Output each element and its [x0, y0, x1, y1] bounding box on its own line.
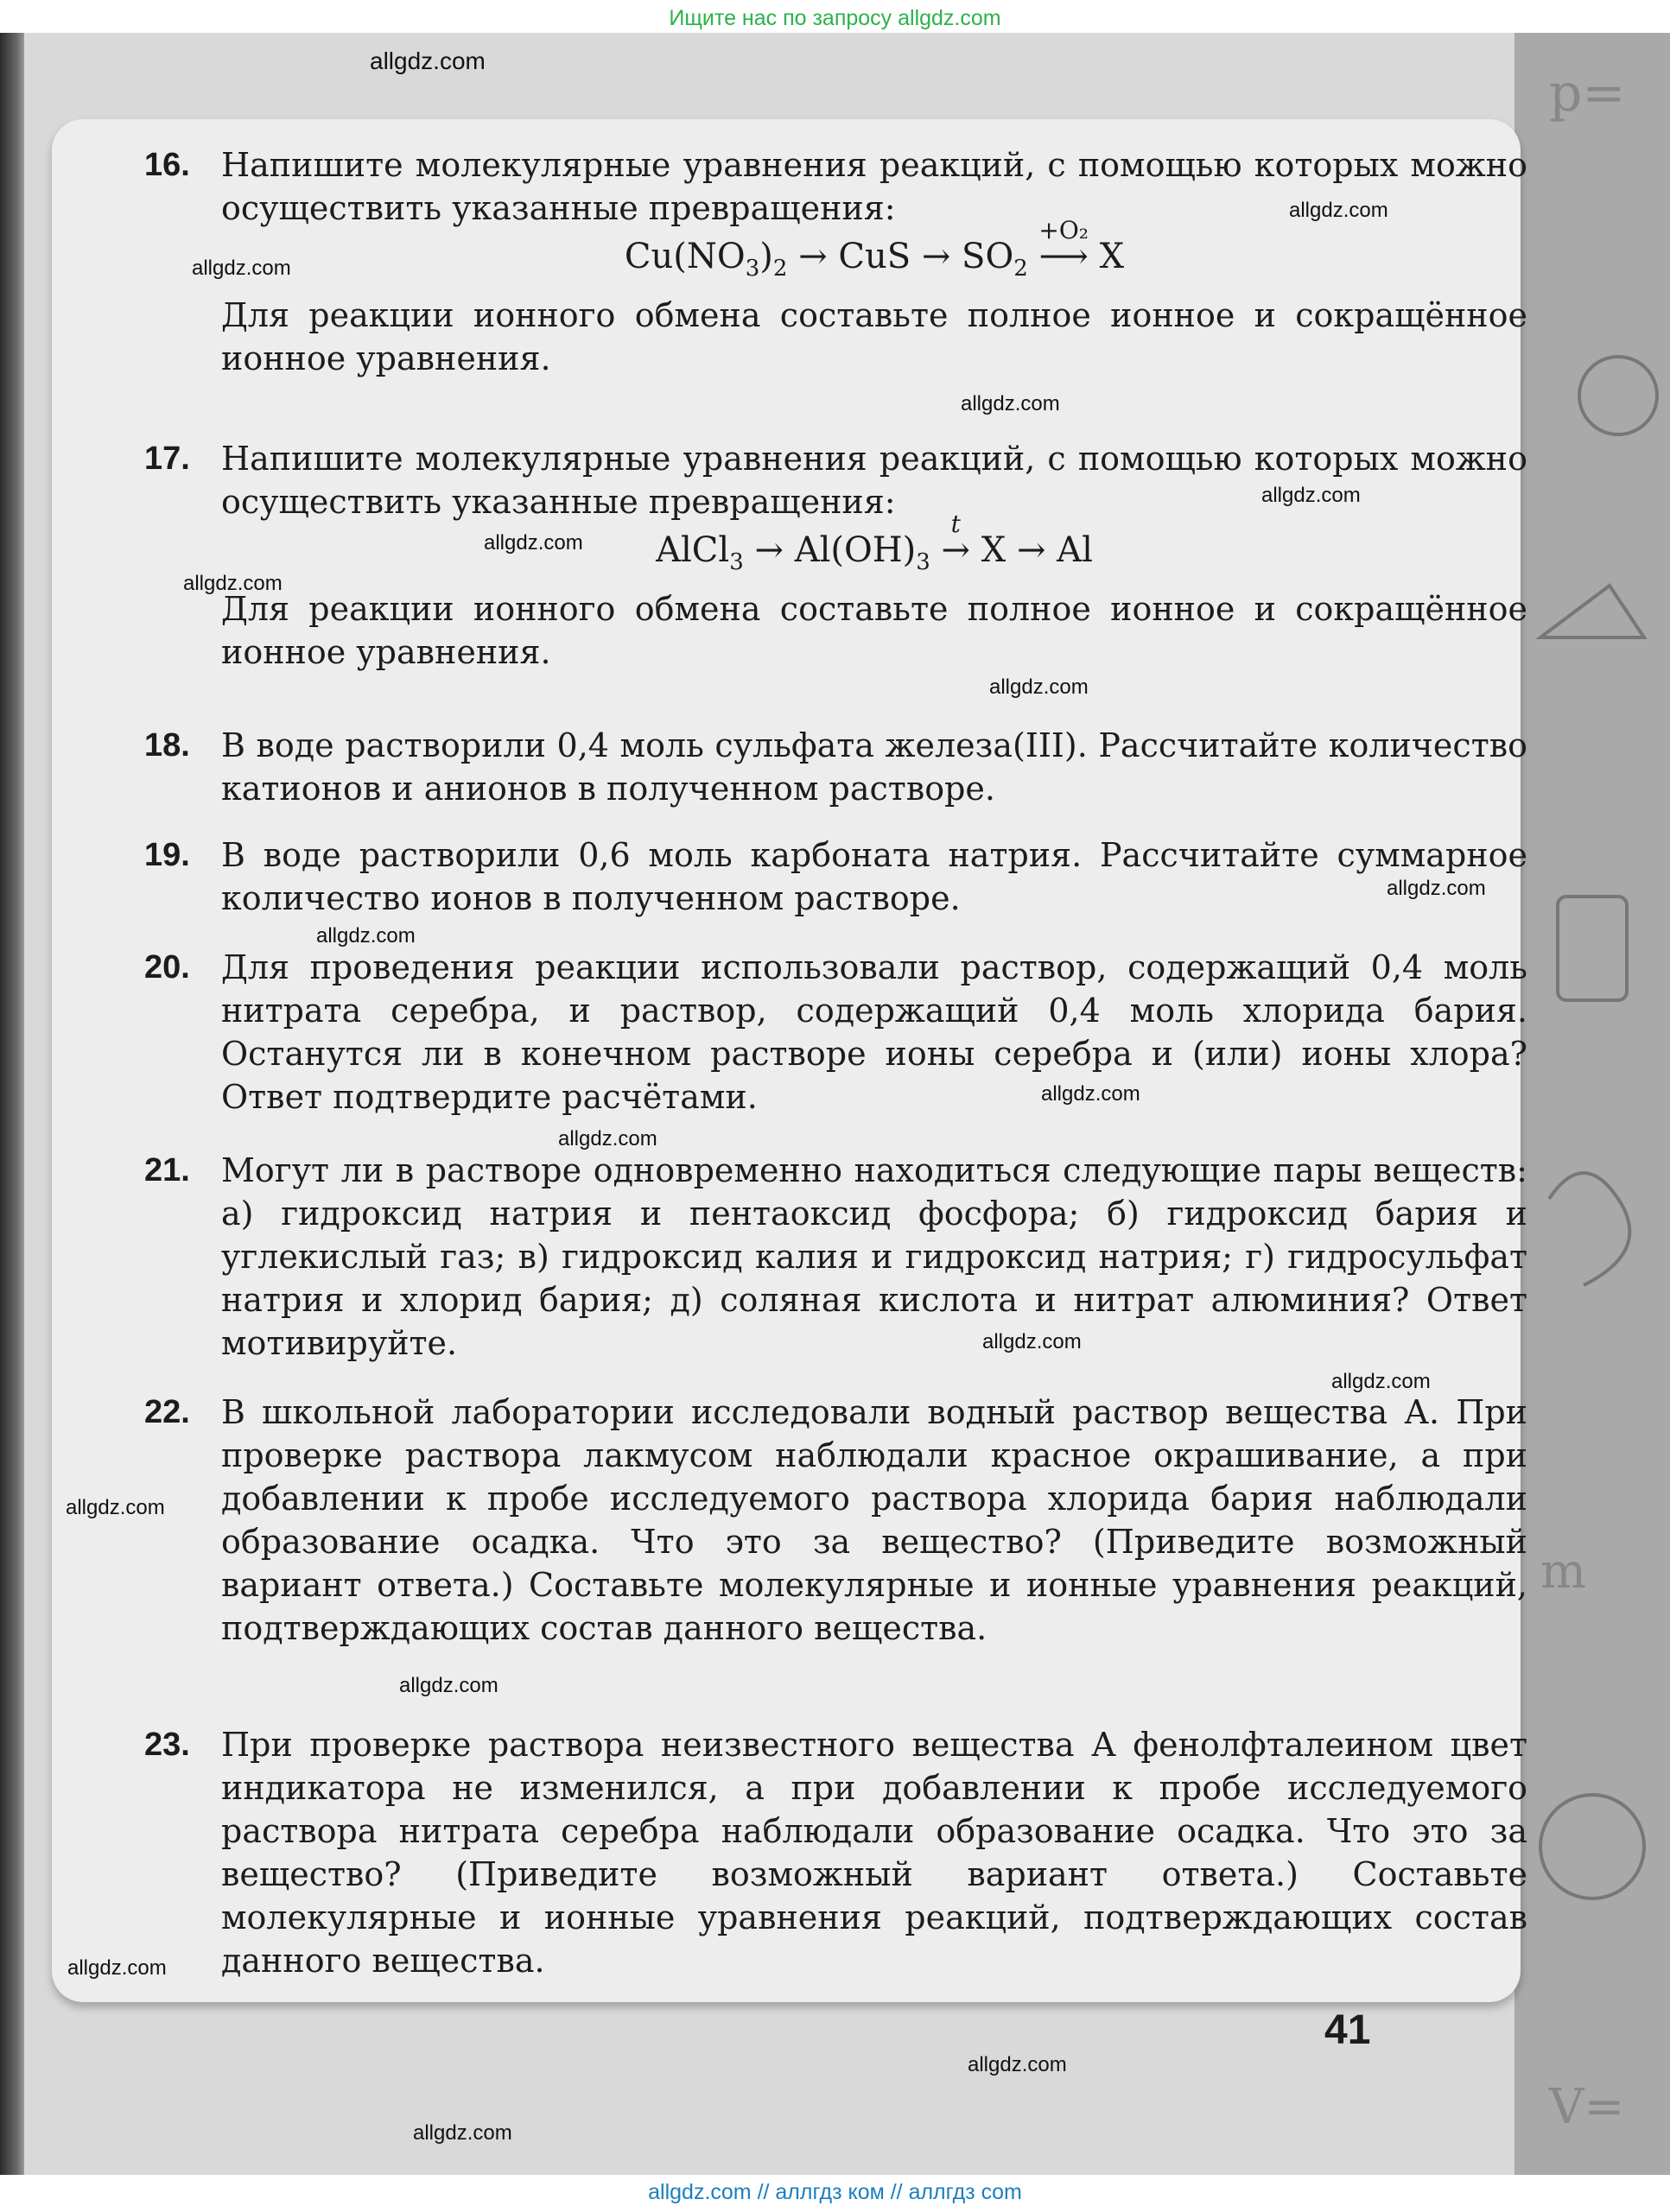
task-number: 21.	[144, 1152, 190, 1188]
watermark: allgdz.com	[484, 531, 583, 555]
watermark: allgdz.com	[67, 1956, 167, 1980]
watermark: allgdz.com	[558, 1127, 657, 1150]
svg-text:V=: V=	[1549, 2079, 1625, 2135]
task-16	[145, 143, 1527, 380]
task-text: В воде растворили 0,4 моль сульфата железа(III). Рассчитайте количество катионов и анионов в полученном растворе.	[221, 726, 1527, 808]
watermark: allgdz.com	[1387, 877, 1486, 900]
task-17	[145, 437, 1527, 674]
top-search-banner: Ищите нас по запросу allgdz.com	[669, 6, 1001, 30]
watermark: allgdz.com	[968, 2053, 1067, 2076]
task-text-tail: Для реакции ионного обмена составьте полное ионное и сокращённое ионное уравнения.	[221, 296, 1527, 377]
watermark: allgdz.com	[989, 675, 1089, 699]
watermark: allgdz.com	[413, 2121, 512, 2145]
book-spine-shadow	[0, 33, 24, 2175]
task-text: Могут ли в растворе одновременно находиться следующие пары веществ: а) гидроксид натрия и пентаоксид фосфора; б) гидроксид бария и углекислый газ; в) гидроксид калия и гидроксид натрия; г) гидросульфат натрия и хлорид бария; д) соляная кислота и нитрат алюминия? Ответ мотивируйте.	[221, 1151, 1527, 1362]
watermark: allgdz.com	[1261, 484, 1361, 507]
task-text: При проверке раствора неизвестного вещества А фенолфталеином цвет индикатора не изменился, а при добавлении к пробе исследуемого раствора нитрата серебра наблюдали образование осадка. Что это за вещество? (Приведите возможный вариант ответа.) Составьте молекулярные и ионные уравнения реакций, подтверждающих состав данного вещества.	[221, 1726, 1527, 1980]
task-22	[145, 1391, 1527, 1650]
watermark: allgdz.com	[66, 1496, 165, 1519]
watermark: allgdz.com	[982, 1330, 1082, 1353]
bottom-site-banner: allgdz.com // аллгдз ком // аллгдз com	[648, 2180, 1022, 2204]
labeled-arrow: +O₂ ⟶	[1038, 216, 1089, 276]
page-number: 41	[1324, 2007, 1371, 2053]
task-21	[145, 1149, 1527, 1365]
reaction-scheme: $Cu(NO_3)_2$ → CuS → $SO_2$ +O₂ ⟶ X	[624, 216, 1125, 282]
watermark: allgdz.com	[192, 257, 291, 280]
task-text: Напишите молекулярные уравнения реакций, с помощью которых можно осуществить указанные превращения:	[221, 146, 1527, 227]
labeled-arrow: t →	[941, 510, 971, 570]
reaction-scheme: AlCl$_3$ → $Al(OH)_3$ t → X → Al	[656, 510, 1093, 575]
task-number: 19.	[144, 837, 190, 873]
watermark: allgdz.com	[399, 1674, 498, 1697]
task-text: В воде растворили 0,6 моль карбоната натрия. Рассчитайте суммарное количество ионов в полученном растворе.	[221, 836, 1527, 917]
task-18	[145, 724, 1527, 810]
watermark: allgdz.com	[316, 924, 416, 948]
task-number: 17.	[144, 440, 190, 477]
task-text: Для проведения реакции использовали раствор, содержащий 0,4 моль нитрата серебра, и раствор, содержащий 0,4 моль хлорида бария. Останутся ли в конечном растворе ионы серебра и (или) ионы хлора? Ответ подтвердите расчётами.	[221, 948, 1527, 1116]
task-text: Напишите молекулярные уравнения реакций, с помощью которых можно осуществить указанные превращения:	[221, 440, 1527, 521]
task-text-tail: Для реакции ионного обмена составьте полное ионное и сокращённое ионное уравнения.	[221, 590, 1527, 671]
chemistry-doodles-icon	[1514, 33, 1670, 2175]
task-number: 22.	[144, 1394, 190, 1430]
task-number: 23.	[144, 1727, 190, 1763]
watermark: allgdz.com	[1041, 1082, 1140, 1106]
watermark: allgdz.com	[370, 48, 486, 74]
task-number: 18.	[144, 727, 190, 764]
watermark: allgdz.com	[961, 392, 1060, 415]
task-number: 16.	[144, 147, 190, 183]
task-number: 20.	[144, 949, 190, 986]
task-19	[145, 833, 1527, 920]
svg-text:p=: p=	[1549, 63, 1626, 124]
watermark: allgdz.com	[1289, 199, 1388, 222]
task-23	[145, 1723, 1527, 1982]
task-text: В школьной лаборатории исследовали водный раствор вещества А. При проверке раствора лакмусом наблюдали красное окрашивание, а при добавлении к пробе исследуемого раствора хлорида бария наблюдали образование осадка. Что это за вещество? (Приведите возможный вариант ответа.) Составьте молекулярные и ионные уравнения реакций, подтверждающих состав данного вещества.	[221, 1393, 1527, 1647]
task-20	[145, 946, 1527, 1119]
watermark: allgdz.com	[183, 572, 283, 595]
watermark: allgdz.com	[1331, 1370, 1431, 1393]
svg-text:m: m	[1540, 1543, 1587, 1600]
